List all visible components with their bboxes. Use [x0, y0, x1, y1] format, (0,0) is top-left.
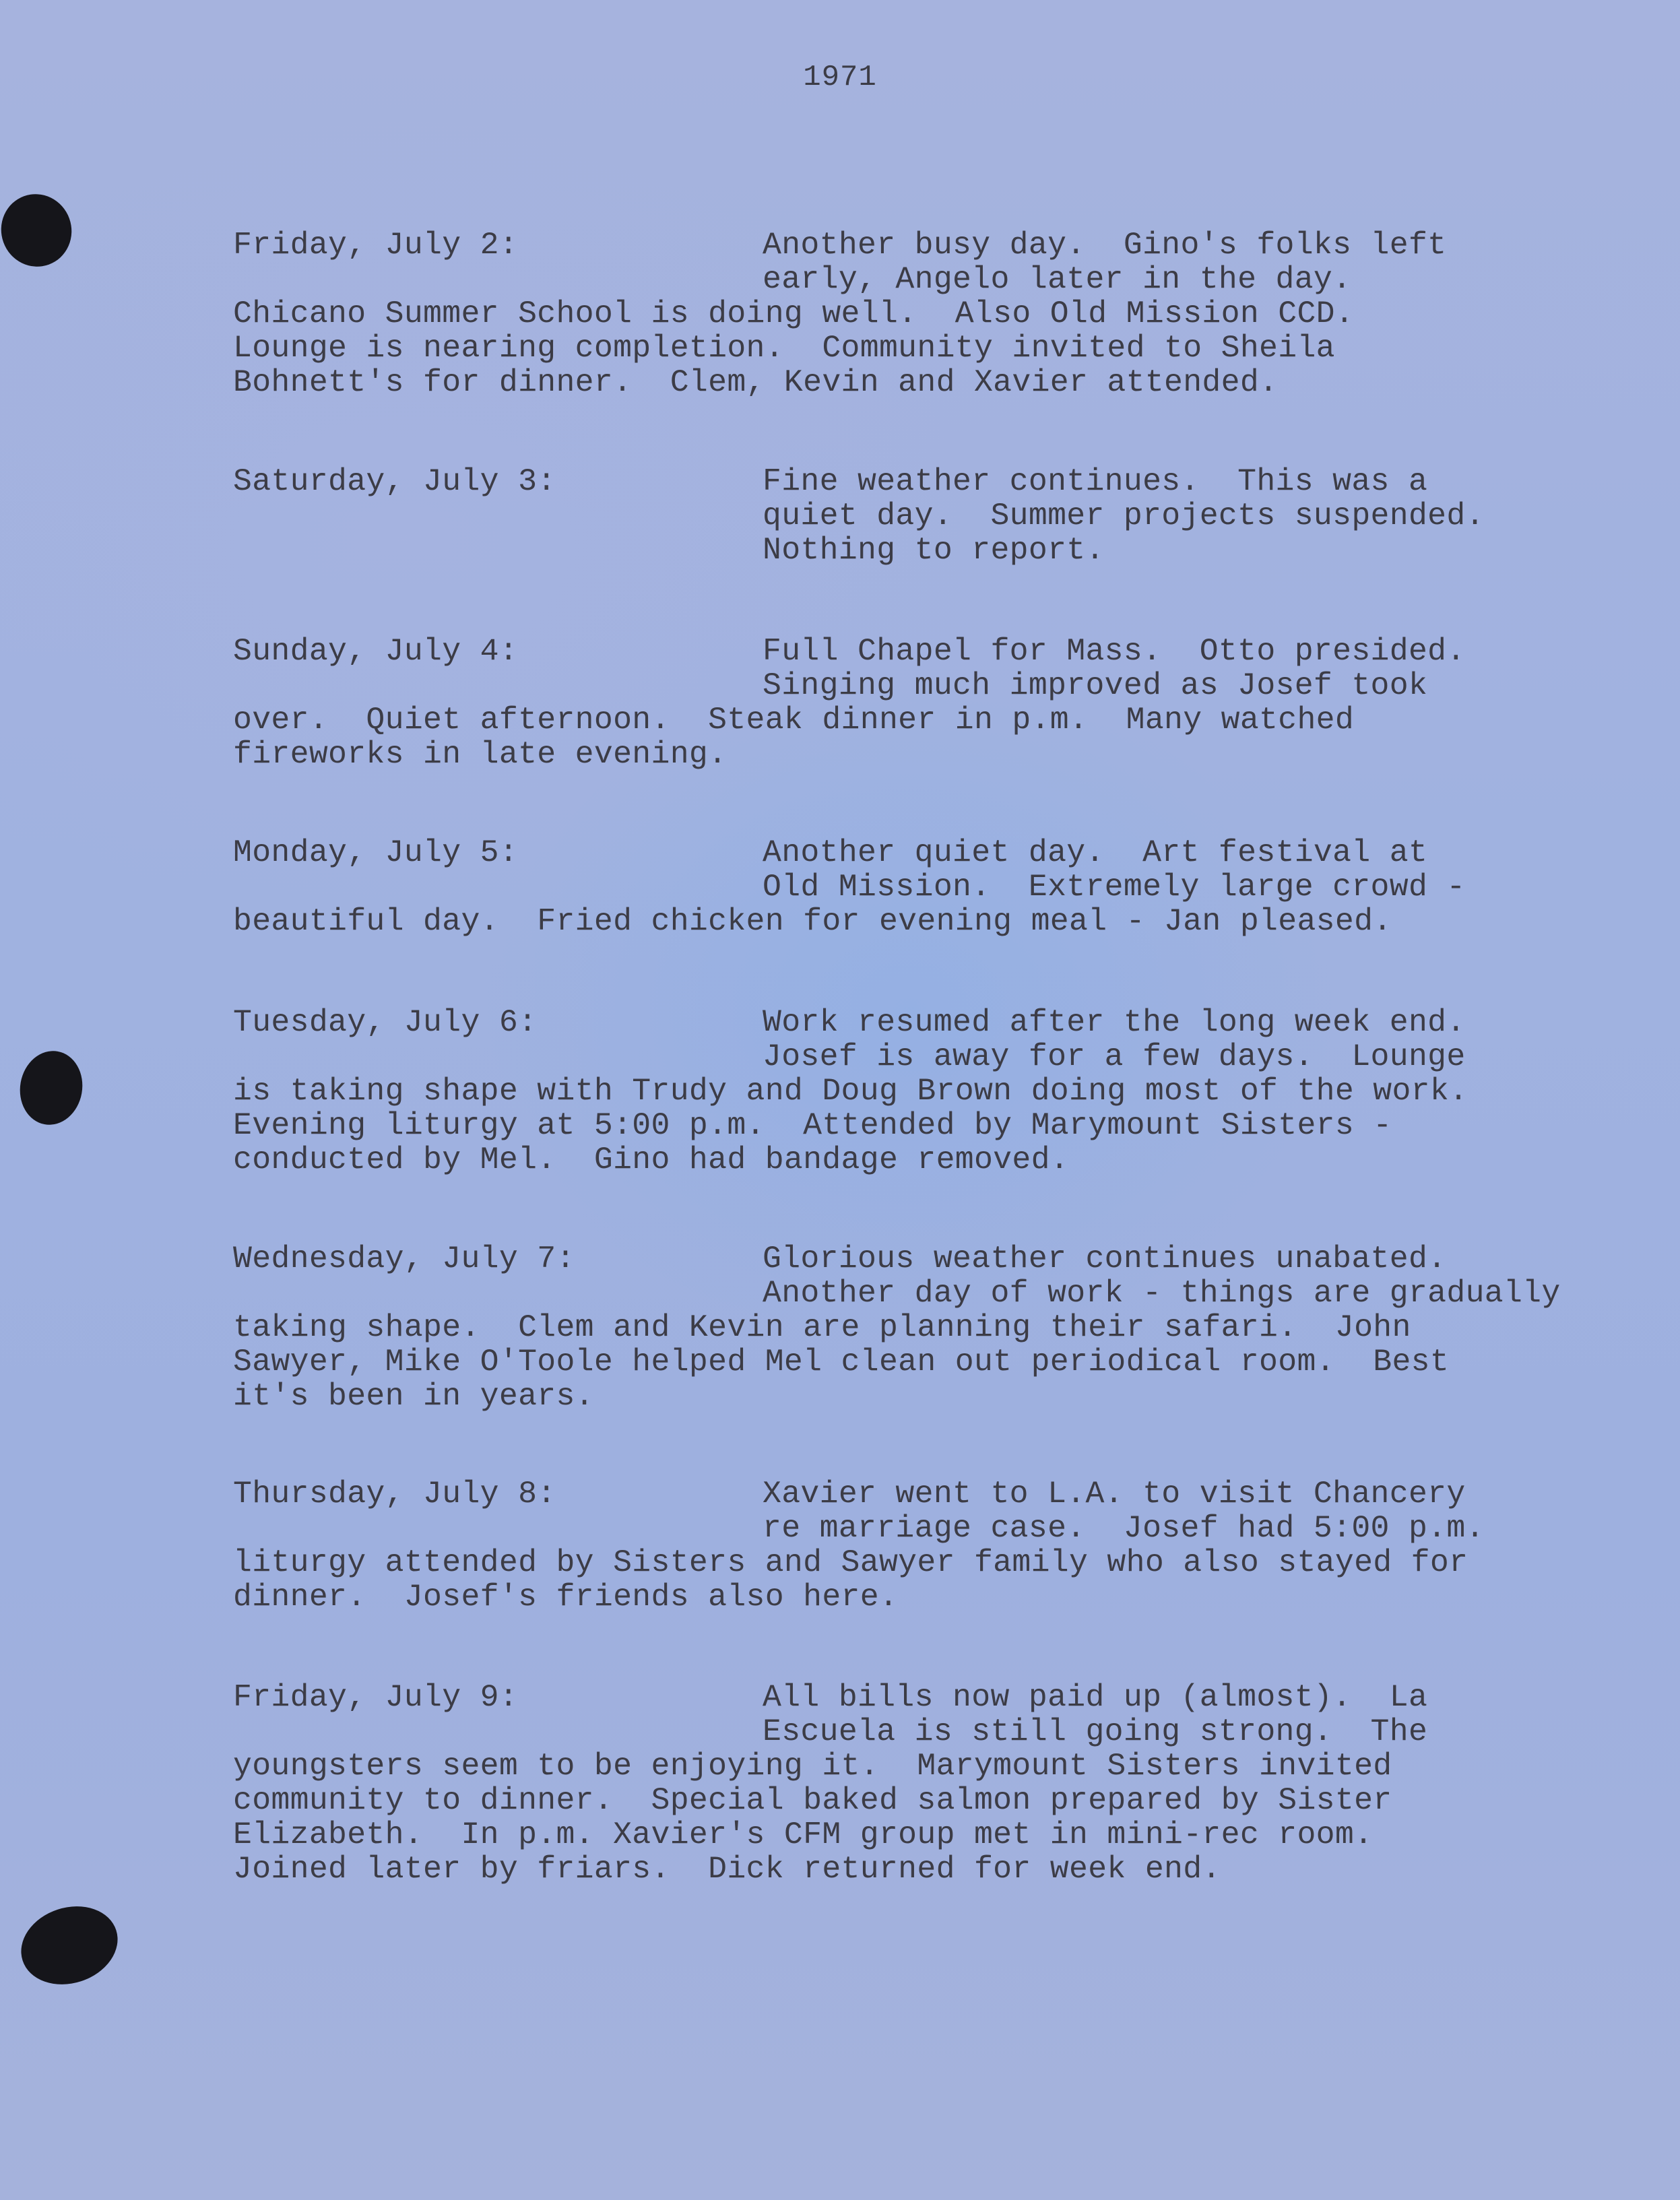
entry-line: Bohnett's for dinner. Clem, Kevin and Xavier attended.: [233, 364, 1279, 400]
entry-line: Nothing to report.: [763, 532, 1105, 568]
entry-line: conducted by Mel. Gino had bandage removed.: [233, 1142, 1069, 1177]
binder-hole: [0, 184, 82, 276]
entry-line: Sawyer, Mike O'Toole helped Mel clean out periodical room. Best: [233, 1344, 1450, 1380]
entry-line: Full Chapel for Mass. Otto presided.: [763, 633, 1466, 669]
entry-line: Singing much improved as Josef took: [763, 668, 1428, 703]
entry-line: Xavier went to L.A. to visit Chancery: [763, 1476, 1466, 1512]
entry-date: Friday, July 2:: [233, 227, 519, 263]
entry-line: re marriage case. Josef had 5:00 p.m.: [763, 1510, 1485, 1546]
journal-entry: [233, 464, 1648, 567]
entry-line: is taking shape with Trudy and Doug Brown doing most of the work.: [233, 1073, 1468, 1109]
journal-entry: [233, 835, 1648, 938]
entry-line: Fine weather continues. This was a: [763, 463, 1428, 499]
binder-hole: [11, 1894, 127, 1997]
entry-date: Thursday, July 8:: [233, 1476, 556, 1512]
entry-line: over. Quiet afternoon. Steak dinner in p.m. Many watched: [233, 702, 1355, 738]
entry-line: Evening liturgy at 5:00 p.m. Attended by Marymount Sisters -: [233, 1107, 1392, 1143]
entry-line: All bills now paid up (almost). La: [763, 1679, 1428, 1715]
entry-line: it's been in years.: [233, 1378, 594, 1414]
entry-line: Old Mission. Extremely large crowd -: [763, 869, 1466, 905]
entry-line: Another day of work - things are gradually: [763, 1275, 1561, 1311]
entry-line: dinner. Josef's friends also here.: [233, 1579, 899, 1615]
entry-line: quiet day. Summer projects suspended.: [763, 498, 1485, 533]
journal-entry: [233, 1005, 1648, 1177]
entry-line: Lounge is nearing completion. Community invited to Sheila: [233, 330, 1335, 366]
journal-entry: [233, 1477, 1648, 1614]
entry-line: Glorious weather continues unabated.: [763, 1241, 1447, 1276]
entry-date: Friday, July 9:: [233, 1679, 519, 1715]
entry-date: Saturday, July 3:: [233, 463, 556, 499]
journal-entry: [233, 1241, 1648, 1413]
entry-line: fireworks in late evening.: [233, 736, 728, 772]
entry-date: Wednesday, July 7:: [233, 1241, 575, 1276]
journal-entry: [233, 1680, 1648, 1886]
entry-line: community to dinner. Special baked salmon prepared by Sister: [233, 1782, 1392, 1818]
entry-line: liturgy attended by Sisters and Sawyer family who also stayed for: [233, 1545, 1468, 1580]
entry-date: Monday, July 5:: [233, 835, 519, 870]
entry-line: taking shape. Clem and Kevin are planning their safari. John: [233, 1309, 1411, 1345]
entry-line: beautiful day. Fried chicken for evening meal - Jan pleased.: [233, 903, 1392, 939]
entry-line: Joined later by friars. Dick returned for week end.: [233, 1851, 1221, 1887]
entry-line: Elizabeth. In p.m. Xavier's CFM group met in mini-rec room.: [233, 1817, 1374, 1852]
entry-line: Another busy day. Gino's folks left: [763, 227, 1447, 263]
entry-line: Another quiet day. Art festival at: [763, 835, 1428, 870]
entry-line: early, Angelo later in the day.: [763, 261, 1352, 297]
journal-entry: [233, 634, 1648, 771]
entry-line: Work resumed after the long week end.: [763, 1004, 1466, 1040]
entry-line: Chicano Summer School is doing well. Also Old Mission CCD.: [233, 296, 1355, 331]
entry-line: Josef is away for a few days. Lounge: [763, 1039, 1466, 1074]
entry-date: Tuesday, July 6:: [233, 1004, 538, 1040]
page-year-header: 1971: [803, 61, 877, 94]
entry-line: youngsters seem to be enjoying it. Marymount Sisters invited: [233, 1748, 1392, 1784]
entry-line: Escuela is still going strong. The: [763, 1714, 1428, 1749]
journal-entry: [233, 228, 1648, 399]
binder-hole: [14, 1046, 88, 1130]
entry-date: Sunday, July 4:: [233, 633, 519, 669]
